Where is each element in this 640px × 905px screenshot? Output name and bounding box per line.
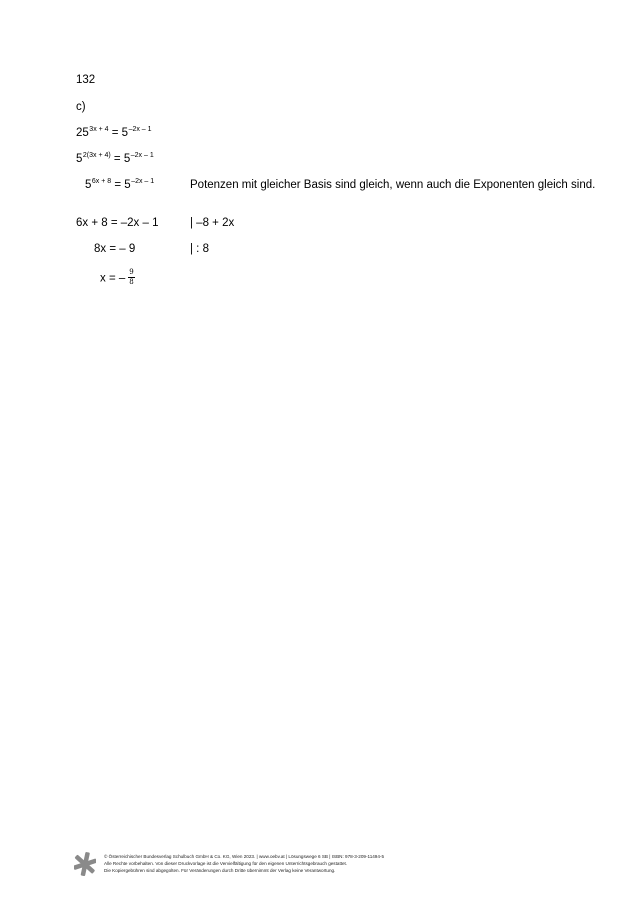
eq3-base-left: 5 (85, 179, 92, 191)
solution-line (100, 269, 135, 288)
fraction-numerator: 9 (129, 268, 134, 276)
eq1-base-left: 25 (76, 127, 89, 139)
operation-line-1: | –8 + 2x (190, 217, 235, 229)
eq1-exponent-left: 3x + 4 (89, 126, 109, 133)
eq3-base-right: 5 (124, 179, 131, 191)
eq3-exponent-left: 6x + 8 (91, 178, 112, 185)
page-number: 132 (76, 74, 96, 86)
footer-copyright: © Österreichischer Bundesverlag Schulbuch GmbH & Co. KG, Wien 2023. | www.oebv.at | Lösungswege 6 SB | ISBN: 978-3-209-11494-5 (104, 854, 385, 859)
eq2-exponent-left: 2(3x + 4) (82, 152, 111, 159)
linear-equation-line-1: 6x + 8 = –2x – 1 (76, 217, 159, 229)
eq1-exponent-right: –2x – 1 (128, 126, 152, 133)
eq3-equals: = (111, 179, 125, 191)
solution-fraction (128, 268, 134, 287)
equation-line-2 (76, 152, 154, 168)
fraction-denominator: 8 (129, 278, 134, 286)
eq3-exponent-right: –2x – 1 (131, 178, 155, 185)
eq1-base-right: 5 (121, 127, 129, 139)
eq2-exponent-right: –2x – 1 (130, 152, 154, 159)
publisher-logo-icon (74, 851, 96, 877)
linear-equation-line-2: 8x = – 9 (94, 243, 136, 255)
eq2-equals: = (110, 153, 124, 165)
equation-line-3 (85, 178, 154, 194)
exercise-part-label: c) (76, 101, 86, 113)
footer-rights: Alle Rechte vorbehalten. Von dieser Druckvorlage ist die Vervielfältigung für den eigenen Unterrichtsgebrauch gestattet. (104, 861, 348, 866)
footer-disclaimer: Die Kopiergebühren sind abgegolten. Für Veränderungen durch Dritte übernimmt der Verlag keine Verantwortung. (104, 868, 336, 873)
solution-prefix: x = – (100, 272, 126, 285)
eq2-base-left: 5 (76, 153, 83, 165)
equation-line-1 (76, 126, 152, 142)
eq1-equals: = (108, 127, 122, 139)
explanation-note: Potenzen mit gleicher Basis sind gleich, wenn auch die Exponenten gleich sind. (190, 179, 596, 191)
operation-line-2: | : 8 (190, 243, 209, 255)
eq2-base-right: 5 (123, 153, 131, 165)
